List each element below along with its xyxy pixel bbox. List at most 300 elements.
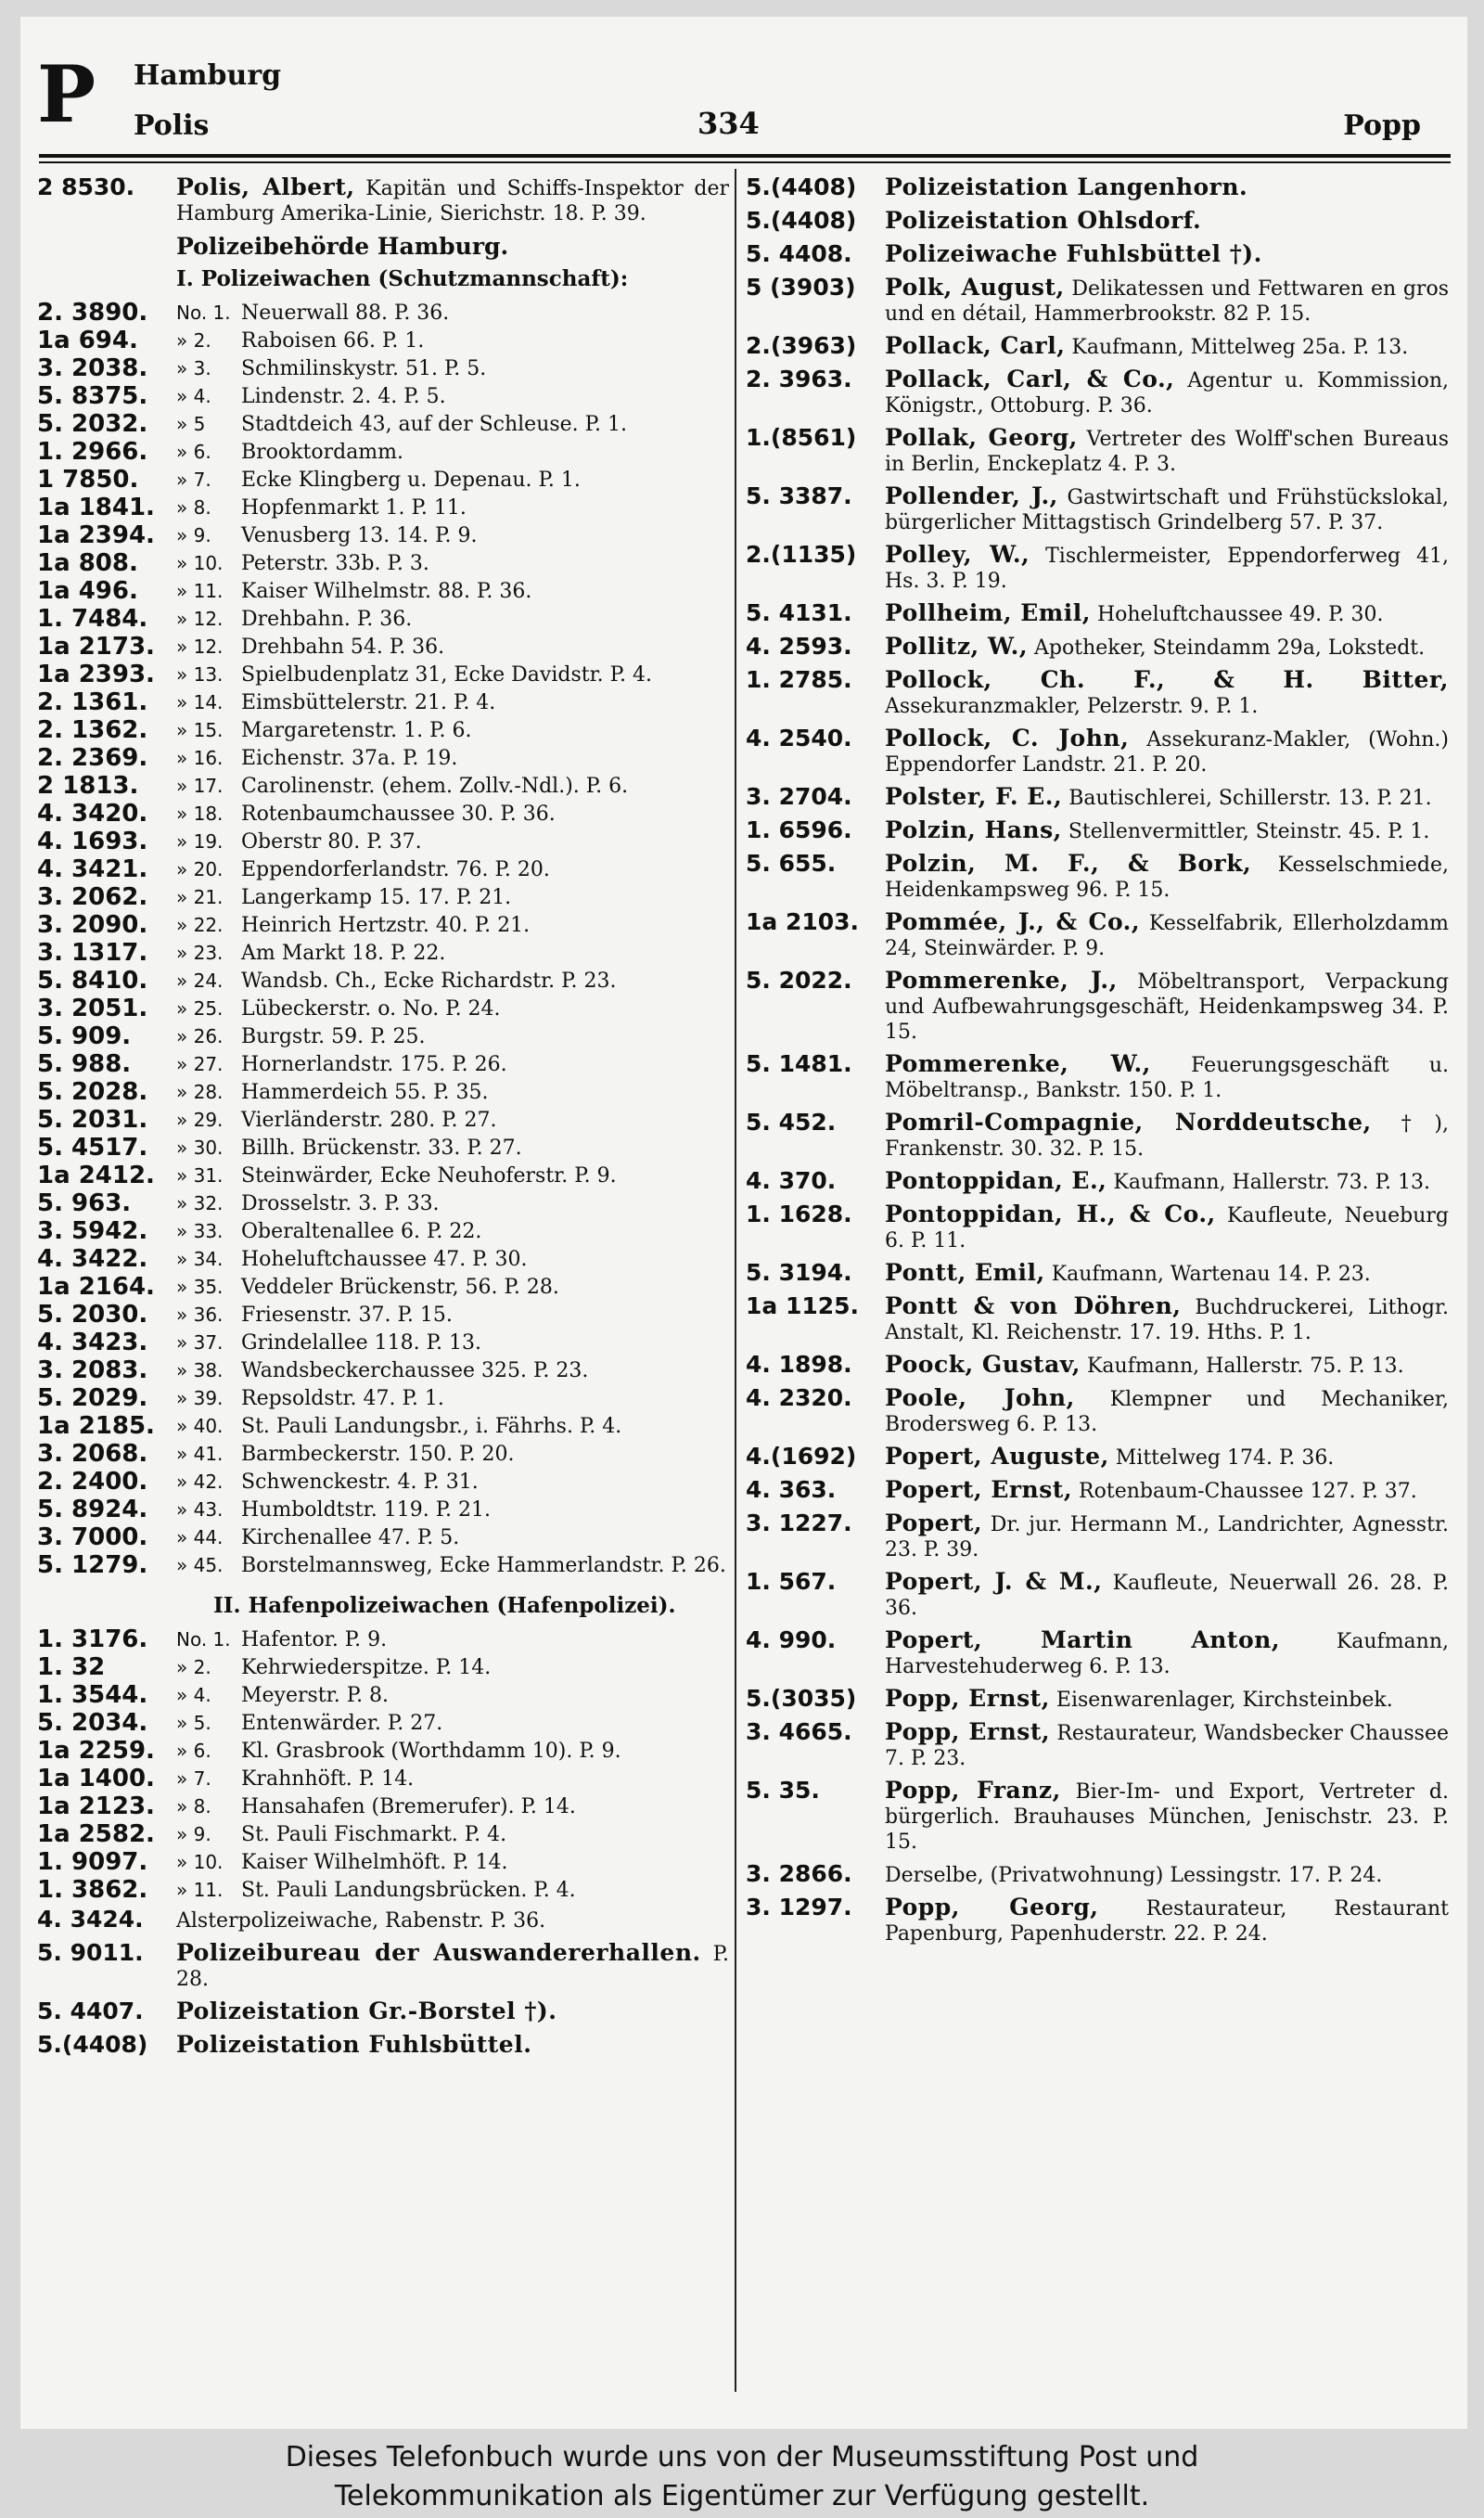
station-address: Kl. Grasbrook (Worthdamm 10). P. 9. xyxy=(241,1740,621,1763)
station-row xyxy=(37,1273,729,1304)
station-row xyxy=(37,577,729,608)
entry-body xyxy=(885,1293,1449,1345)
entry-text: Kesselschmiede, Heidenkampsweg 96. P. 15. xyxy=(885,854,1449,902)
station-row xyxy=(37,800,729,830)
station-address: Vierländerstr. 280. P. 27. xyxy=(241,1109,497,1132)
list-item xyxy=(37,1998,729,2025)
station-index: » 23. xyxy=(176,942,224,964)
phone-number: 1a 808. xyxy=(37,549,138,577)
station-row xyxy=(37,549,729,580)
list-item xyxy=(746,1686,1449,1713)
phone-number: 4. 2540. xyxy=(746,725,852,752)
entry-text: Kaufmann, Mittelweg 25a. P. 13. xyxy=(1071,336,1409,359)
station-row xyxy=(37,997,729,1025)
entry-name: Polk, August, xyxy=(885,274,1065,301)
entry-text: Rotenbaum-Chaussee 127. P. 37. xyxy=(1079,1480,1417,1503)
list-item xyxy=(746,241,1449,268)
station-index: » 6. xyxy=(176,1740,211,1762)
station-address: Barmbeckerstr. 150. P. 20. xyxy=(241,1443,515,1466)
station-address: Steinwärder, Ecke Neuhoferstr. P. 9. xyxy=(241,1164,617,1188)
phone-number: 4. 2593. xyxy=(746,633,852,660)
phone-number: 5.(4408) xyxy=(746,173,857,200)
station-index: » 27. xyxy=(176,1053,224,1075)
entry-text: Kesselfabrik, Ellerholzdamm 24, Steinwärder. P. 9. xyxy=(885,912,1449,960)
station-row xyxy=(37,466,729,496)
phone-number: 1a 1125. xyxy=(746,1292,860,1319)
entry-body xyxy=(885,634,1449,661)
list-item xyxy=(746,1719,1449,1771)
entry-body xyxy=(885,1051,1449,1103)
station-row xyxy=(37,1301,729,1331)
station-row xyxy=(37,883,729,914)
phone-number: 3. 1227. xyxy=(746,1510,852,1536)
entry-body xyxy=(885,1168,1449,1195)
right-column xyxy=(746,174,1449,1953)
entry-text: Alsterpolizeiwache, Rabenstr. P. 36. xyxy=(176,1909,546,1933)
list-item xyxy=(746,1168,1449,1195)
phone-number: 5. 2031. xyxy=(37,1106,148,1134)
station-row xyxy=(37,1681,729,1712)
entry-body xyxy=(885,425,1449,477)
station-row xyxy=(37,1498,729,1526)
entry-text: Kaufmann, Harvestehuderweg 6. P. 13. xyxy=(885,1630,1449,1678)
entry-name: Pollack, Carl, & Co., xyxy=(885,366,1175,392)
entry-text: Kaufmann, Hallerstr. 75. P. 13. xyxy=(1086,1355,1404,1378)
station-index: » 30. xyxy=(176,1137,224,1159)
header-city: Hamburg xyxy=(134,59,282,92)
station-address: Burgstr. 59. P. 25. xyxy=(241,1025,426,1048)
entry-body xyxy=(885,784,1449,811)
phone-number: 1. 7484. xyxy=(37,605,148,633)
list-item xyxy=(746,909,1449,961)
list-item xyxy=(746,600,1449,627)
entry-name: Popert, xyxy=(885,1510,983,1536)
list-item xyxy=(746,1861,1449,1888)
phone-number: 1. 3862. xyxy=(37,1876,148,1904)
entry-text: Kaufmann, Wartenau 14. P. 23. xyxy=(1051,1263,1371,1286)
station-row xyxy=(37,1189,729,1220)
list-item xyxy=(746,1895,1449,1946)
station-index: » 26. xyxy=(176,1025,224,1047)
station-index: » 24. xyxy=(176,970,224,992)
entry-body xyxy=(885,1686,1449,1713)
station-index: » 43. xyxy=(176,1498,224,1521)
entry-name: Popp, Ernst, xyxy=(885,1718,1051,1745)
phone-number: 5. 2028. xyxy=(37,1078,148,1106)
station-address: Heinrich Hertzstr. 40. P. 21. xyxy=(241,914,531,937)
station-row xyxy=(37,329,729,357)
phone-number: 1. 9097. xyxy=(37,1848,148,1876)
station-address: Lindenstr. 2. 4. P. 5. xyxy=(241,385,446,408)
entry-text: Buchdruckerei, Lithogr. Anstalt, Kl. Reichenstr. 17. 19. Hths. P. 1. xyxy=(885,1296,1450,1344)
station-address: Stadtdeich 43, auf der Schleuse. P. 1. xyxy=(241,413,627,436)
station-address: Drosselstr. 3. P. 33. xyxy=(241,1192,440,1215)
station-row xyxy=(37,939,729,970)
entry-text: Dr. jur. Hermann M., Landrichter, Agnesstr. 23. P. 39. xyxy=(885,1513,1449,1561)
station-row xyxy=(37,1050,729,1081)
station-address: Raboisen 66. P. 1. xyxy=(241,329,425,353)
station-list xyxy=(37,299,729,1582)
phone-number: 5. 35. xyxy=(746,1777,820,1804)
list-item xyxy=(746,667,1449,719)
station-index: » 7. xyxy=(176,1767,211,1790)
station-index: No. 1. xyxy=(176,302,231,324)
phone-number: 3. 5942. xyxy=(37,1217,148,1245)
phone-number: 2 8530. xyxy=(37,173,135,200)
station-address: Lübeckerstr. o. No. P. 24. xyxy=(241,997,501,1021)
entry-name: Pollock, Ch. F., & H. Bitter, xyxy=(885,666,1449,693)
station-index: » 13. xyxy=(176,663,224,686)
subsection-title: II. Hafenpolizeiwachen (Hafenpolizei). xyxy=(213,1593,676,1618)
phone-number: 4.(1692) xyxy=(746,1443,857,1470)
station-index: » 10. xyxy=(176,552,224,574)
station-address: Ecke Klingberg u. Depenau. P. 1. xyxy=(241,469,581,492)
station-row xyxy=(37,1767,729,1795)
column-divider xyxy=(735,169,736,2392)
station-address: Drehbahn. P. 36. xyxy=(241,608,413,631)
station-address: Oberaltenallee 6. P. 22. xyxy=(241,1220,482,1243)
station-row xyxy=(37,1412,729,1443)
station-address: Drehbahn 54. P. 36. xyxy=(241,636,445,659)
phone-number: 4. 3422. xyxy=(37,1245,148,1273)
phone-number: 1. 32 xyxy=(37,1653,106,1681)
phone-number: 5. 8924. xyxy=(37,1496,148,1523)
station-address: Wandsbeckerchaussee 325. P. 23. xyxy=(241,1359,589,1382)
phone-number: 1. 567. xyxy=(746,1568,837,1595)
list-item xyxy=(746,1385,1449,1437)
station-index: » 34. xyxy=(176,1248,224,1270)
phone-number: 5. 2032. xyxy=(37,410,148,438)
station-row xyxy=(37,1468,729,1498)
station-index: » 15. xyxy=(176,719,224,741)
entry-name: Popp, Franz, xyxy=(885,1777,1061,1804)
directory-page xyxy=(20,17,1467,2429)
phone-number: 1a 2173. xyxy=(37,633,155,661)
phone-number: 2. 3890. xyxy=(37,299,148,327)
phone-number: 5 (3903) xyxy=(746,274,856,301)
station-index: » 4. xyxy=(176,385,211,407)
station-address: Peterstr. 33b. P. 3. xyxy=(241,552,429,575)
station-address: Kehrwiederspitze. P. 14. xyxy=(241,1656,492,1679)
entry-name: Polizeistation Gr.-Borstel †). xyxy=(176,1998,557,2024)
station-address: Am Markt 18. P. 22. xyxy=(241,942,446,965)
header-last-entry: Popp xyxy=(1343,109,1421,142)
station-index: » 31. xyxy=(176,1164,224,1187)
station-index: » 39. xyxy=(176,1387,224,1409)
subsection-title: I. Polizeiwachen (Schutzmannschaft): xyxy=(176,266,629,291)
phone-number: 5. 4407. xyxy=(37,1998,144,2024)
phone-number: 4. 1898. xyxy=(746,1351,852,1378)
station-row xyxy=(37,299,729,329)
phone-number: 2.(3963) xyxy=(746,332,857,359)
phone-number: 4. 3424. xyxy=(37,1906,144,1933)
station-address: Veddeler Brückenstr, 56. P. 28. xyxy=(241,1276,559,1299)
entry-body xyxy=(885,241,1449,268)
phone-number: 2 1813. xyxy=(37,772,139,800)
station-row xyxy=(37,438,729,469)
station-index: » 3. xyxy=(176,357,211,379)
station-row xyxy=(37,1737,729,1767)
list-item xyxy=(746,1293,1449,1345)
station-row xyxy=(37,663,729,691)
station-row xyxy=(37,410,729,441)
station-row xyxy=(37,496,729,524)
entry-text: Kaufleute, Neuerwall 26. 28. P. 36. xyxy=(885,1572,1450,1620)
entry-text: Restaurateur, Wandsbecker Chaussee 7. P. 23. xyxy=(885,1722,1450,1770)
station-address: Entenwärder. P. 27. xyxy=(241,1712,443,1735)
phone-number: 3. 1317. xyxy=(37,939,148,967)
entry-text: Stellenvermittler, Steinstr. 45. P. 1. xyxy=(1068,820,1430,843)
station-index: » 45. xyxy=(176,1554,224,1576)
station-row xyxy=(37,1245,729,1276)
entry-name: Polizeibureau der Auswandererhallen. xyxy=(176,1939,701,1966)
station-index: » 38. xyxy=(176,1359,224,1381)
entry-name: Polster, F. E., xyxy=(885,783,1063,810)
list-item xyxy=(746,1110,1449,1162)
station-index: » 37. xyxy=(176,1331,224,1354)
station-address: Eppendorferlandstr. 76. P. 20. xyxy=(241,858,550,881)
station-address: Eichenstr. 37a. P. 19. xyxy=(241,747,458,770)
station-index: » 12. xyxy=(176,636,224,658)
station-address: Meyerstr. P. 8. xyxy=(241,1684,390,1707)
station-row xyxy=(37,1164,729,1192)
station-address: Grindelallee 118. P. 13. xyxy=(241,1331,481,1355)
phone-number: 3. 7000. xyxy=(37,1523,148,1551)
entry-name: Pomril-Compagnie, Norddeutsche, xyxy=(885,1109,1372,1136)
station-row xyxy=(37,1523,729,1554)
phone-number: 5. 3387. xyxy=(746,482,852,509)
station-index: » 18. xyxy=(176,803,224,825)
phone-number: 1a 2103. xyxy=(746,908,860,935)
entry-body xyxy=(176,2032,729,2059)
phone-number: 5. 4408. xyxy=(746,240,852,267)
section-letter: P xyxy=(37,48,96,140)
phone-number: 1a 2412. xyxy=(37,1162,155,1189)
station-row xyxy=(37,1653,729,1684)
phone-number: 4. 363. xyxy=(746,1476,837,1503)
station-row xyxy=(37,772,729,803)
station-row xyxy=(37,1384,729,1415)
station-address: Eimsbüttelerstr. 21. P. 4. xyxy=(241,691,496,714)
list-item xyxy=(746,208,1449,235)
list-item xyxy=(746,1260,1449,1287)
station-address: Brooktordamm. xyxy=(241,441,404,464)
list-item xyxy=(37,174,729,226)
phone-number: 1a 2393. xyxy=(37,661,155,688)
phone-number: 2. 3963. xyxy=(746,366,852,392)
station-index: » 32. xyxy=(176,1192,224,1214)
station-row xyxy=(37,521,729,552)
list-item xyxy=(746,1627,1449,1679)
page-number: 334 xyxy=(697,106,760,141)
phone-number: 5. 1481. xyxy=(746,1050,852,1077)
station-address: Borstelmannsweg, Ecke Hammerlandstr. P. 26. xyxy=(241,1554,726,1577)
phone-number: 3. 2866. xyxy=(746,1860,852,1887)
list-item xyxy=(746,817,1449,844)
station-address: Krahnhöft. P. 14. xyxy=(241,1767,415,1791)
station-index: » 6. xyxy=(176,441,211,463)
entry-text: Assekuranzmakler, Pelzerstr. 9. P. 1. xyxy=(885,695,1259,718)
list-item xyxy=(746,1778,1449,1855)
phone-number: 5. 655. xyxy=(746,850,837,877)
station-row xyxy=(37,967,729,997)
phone-number: 1. 3544. xyxy=(37,1681,148,1709)
station-row xyxy=(37,633,729,663)
entry-name: Pontt & von Döhren, xyxy=(885,1292,1182,1319)
phone-number: 5. 2034. xyxy=(37,1709,148,1737)
entry-body xyxy=(885,366,1449,418)
entry-body xyxy=(885,1569,1449,1621)
entry-body xyxy=(885,1861,1449,1888)
station-address: Carolinenstr. (ehem. Zollv.-Ndl.). P. 6. xyxy=(241,775,629,798)
station-index: » 2. xyxy=(176,329,211,352)
entry-name: Polizeistation Ohlsdorf. xyxy=(885,207,1202,234)
station-row xyxy=(37,830,729,858)
entry-body xyxy=(885,1444,1449,1471)
list-item xyxy=(746,542,1449,594)
entry-body xyxy=(885,667,1449,719)
phone-number: 3. 2038. xyxy=(37,354,148,382)
entry-text: Gastwirtschaft und Frühstückslokal, bürgerlicher Mittagstisch Grindelberg 57. P. 37. xyxy=(885,486,1449,534)
left-column xyxy=(37,174,729,2065)
entry-name: Pontoppidan, E., xyxy=(885,1167,1107,1194)
left-tail-list xyxy=(37,1907,729,2059)
station-index: » 40. xyxy=(176,1415,224,1437)
entry-name: Pollheim, Emil, xyxy=(885,599,1091,626)
entry-body xyxy=(885,333,1449,360)
phone-number: 5. 4131. xyxy=(746,599,852,626)
phone-number: 1 7850. xyxy=(37,466,139,494)
phone-number: 5. 2029. xyxy=(37,1384,148,1412)
entry-text: Möbeltransport, Verpackung und Aufbewahrungsgeschäft, Heidenkampsweg 34. P. 15. xyxy=(885,970,1449,1044)
phone-number: 2. 2369. xyxy=(37,744,148,772)
header-rule-thin xyxy=(39,161,1451,163)
entry-text: Bautischlerei, Schillerstr. 13. P. 21. xyxy=(1068,787,1432,810)
phone-number: 4. 2320. xyxy=(746,1384,852,1411)
entry-body xyxy=(885,483,1449,535)
station-address: Venusberg 13. 14. P. 9. xyxy=(241,524,478,547)
entry-body xyxy=(885,1352,1449,1379)
phone-number: 5. 909. xyxy=(37,1022,132,1050)
entry-body xyxy=(885,817,1449,844)
phone-number: 5. 2022. xyxy=(746,967,852,994)
entry-name: Polzin, M. F., & Bork, xyxy=(885,850,1252,877)
entry-name: Polzin, Hans, xyxy=(885,816,1062,843)
station-index: » 42. xyxy=(176,1471,224,1493)
phone-number: 1a 2259. xyxy=(37,1737,155,1765)
station-address: Billh. Brückenstr. 33. P. 27. xyxy=(241,1137,522,1160)
list-item xyxy=(746,726,1449,777)
entry-text: Bier-Im- und Export, Vertreter d. bürgerlich. Brauhauses München, Jenischstr. 23. P. 15. xyxy=(885,1780,1449,1854)
phone-number: 4. 990. xyxy=(746,1626,837,1653)
station-row xyxy=(37,1792,729,1823)
station-index: » 5 xyxy=(176,413,206,435)
station-index: » 8. xyxy=(176,496,211,519)
station-address: Oberstr 80. P. 37. xyxy=(241,830,422,854)
station-index: » 5. xyxy=(176,1712,211,1734)
phone-number: 5. 3194. xyxy=(746,1259,852,1286)
phone-number: 5. 9011. xyxy=(37,1939,144,1966)
station-row xyxy=(37,1331,729,1359)
station-address: St. Pauli Landungsbrücken. P. 4. xyxy=(241,1879,576,1902)
phone-number: 1a 496. xyxy=(37,577,138,605)
station-row xyxy=(37,1134,729,1164)
station-index: » 20. xyxy=(176,858,224,880)
station-row xyxy=(37,1217,729,1248)
station-row xyxy=(37,855,729,886)
phone-number: 3. 2068. xyxy=(37,1440,148,1468)
phone-number: 1a 2164. xyxy=(37,1273,155,1301)
entry-name: Polizeistation Langenhorn. xyxy=(885,173,1248,200)
entry-name: Popp, Ernst, xyxy=(885,1685,1050,1712)
entry-body xyxy=(885,1201,1449,1253)
station-address: Kaiser Wilhelmhöft. P. 14. xyxy=(241,1851,508,1874)
phone-number: 3. 2062. xyxy=(37,883,148,911)
station-address: Hafentor. P. 9. xyxy=(241,1628,388,1651)
entry-body xyxy=(885,600,1449,627)
list-item xyxy=(746,968,1449,1045)
phone-number: 5. 2030. xyxy=(37,1301,148,1329)
station-index: » 44. xyxy=(176,1526,224,1548)
list-item xyxy=(746,1510,1449,1562)
phone-number: 3. 2083. xyxy=(37,1356,148,1384)
phone-number: 5. 963. xyxy=(37,1189,132,1217)
station-address: Kirchenallee 47. P. 5. xyxy=(241,1526,460,1549)
phone-number: 5.(4408) xyxy=(746,207,857,234)
station-address: St. Pauli Landungsbr., i. Fährhs. P. 4. xyxy=(241,1415,622,1438)
entry-name: Pollitz, W., xyxy=(885,633,1029,660)
footer-note xyxy=(0,2438,1484,2516)
station-index: » 9. xyxy=(176,1823,211,1845)
entry-body xyxy=(176,1998,729,2025)
entry-text: Hoheluftchaussee 49. P. 30. xyxy=(1096,603,1384,626)
entry-name: Poole, John, xyxy=(885,1384,1075,1411)
phone-number: 5. 8410. xyxy=(37,967,148,995)
station-index: » 11. xyxy=(176,1879,224,1901)
station-index: » 2. xyxy=(176,1656,211,1678)
phone-number: 5. 8375. xyxy=(37,382,148,410)
station-index: » 7. xyxy=(176,469,211,491)
station-row xyxy=(37,911,729,942)
station-index: » 10. xyxy=(176,1851,224,1873)
phone-number: 3. 2704. xyxy=(746,783,852,810)
list-item xyxy=(37,1940,729,1992)
entry-text: P. 28. xyxy=(176,1943,729,1991)
entry-name: Popert, Martin Anton, xyxy=(885,1626,1281,1653)
station-index: » 9. xyxy=(176,524,211,546)
entry-name: Popert, Ernst, xyxy=(885,1476,1073,1503)
station-address: Hansahafen (Bremerufer). P. 14. xyxy=(241,1795,576,1818)
entry-body xyxy=(885,542,1449,594)
station-index: » 12. xyxy=(176,608,224,630)
list-item xyxy=(37,1907,729,1933)
phone-number: 1a 694. xyxy=(37,327,138,354)
station-index: » 21. xyxy=(176,886,224,908)
station-row xyxy=(37,1440,729,1471)
footer-line: Telekommunikation als Eigentümer zur Verfügung gestellt. xyxy=(334,2480,1150,2512)
entry-body xyxy=(885,851,1449,903)
entry-text: †), Frankenstr. 30. 32. P. 15. xyxy=(885,1112,1449,1161)
station-row xyxy=(37,716,729,747)
list-item xyxy=(746,425,1449,477)
entry-name: Popert, J. & M., xyxy=(885,1568,1103,1595)
station-row xyxy=(37,1820,729,1851)
entry-text: Agentur u. Kommission, Königstr., Ottoburg. P. 36. xyxy=(885,369,1449,418)
entry-name: Pollender, J., xyxy=(885,482,1058,509)
station-row xyxy=(37,382,729,413)
entry-text: Vertreter des Wolff'schen Bureaus in Berlin, Enckeplatz 4. P. 3. xyxy=(885,428,1450,476)
entry-text: Derselbe, (Privatwohnung) Lessingstr. 17. P. 24. xyxy=(885,1864,1383,1887)
